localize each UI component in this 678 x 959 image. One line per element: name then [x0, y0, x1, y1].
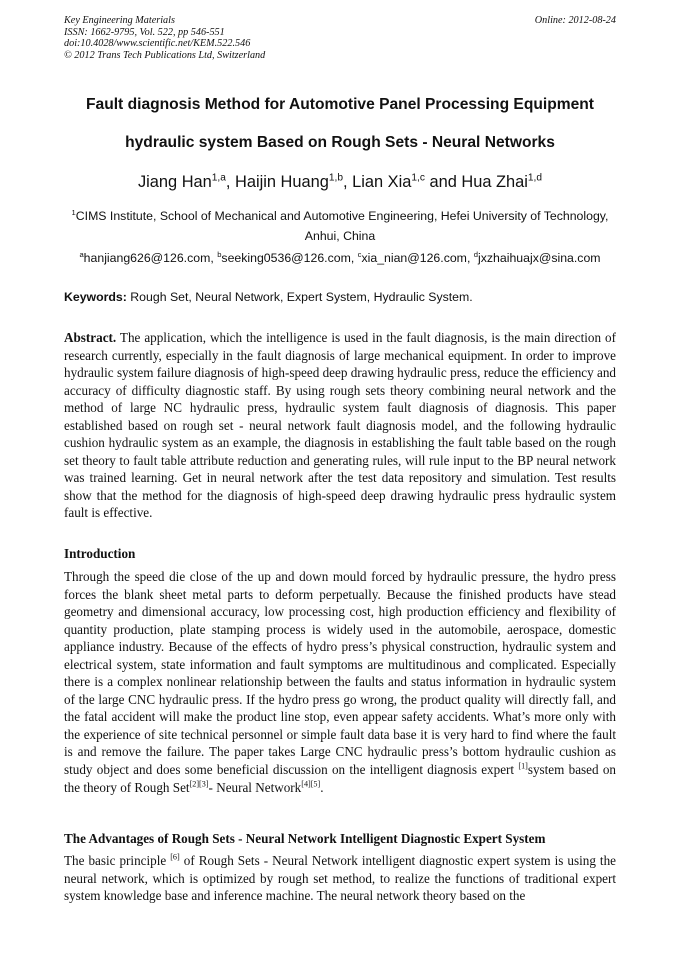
affiliation [60, 206, 620, 246]
intro-text: - Neural Network [208, 779, 302, 795]
author-name: Hua Zhai [461, 173, 528, 191]
citation-ref: [6] [170, 852, 180, 862]
advantages-heading: The Advantages of Rough Sets - Neural Network Intelligent Diagnostic Expert System [64, 831, 546, 846]
online-date: Online: 2012-08-24 [534, 15, 616, 26]
author-superscript: 1,b [328, 172, 343, 184]
email-address: seeking0536@126.com [221, 251, 351, 265]
author-name: Jiang Han [137, 173, 212, 191]
affiliation-superscript: 1 [71, 208, 76, 218]
intro-text: . [320, 779, 324, 795]
citation-ref: [4][5] [301, 779, 321, 789]
abstract [64, 329, 616, 522]
paper-title-line-2: hydraulic system Based on Rough Sets - Neural Networks [125, 134, 555, 151]
page-header [64, 15, 616, 61]
email-separator: , [210, 251, 218, 265]
author-separator: and [424, 173, 462, 191]
advantages-text: The basic principle [64, 853, 171, 868]
affiliation-text: CIMS Institute, School of Mechanical and Automotive Engineering, Hefei University of Technology, Anhui, China [75, 209, 609, 243]
email-separator: , [466, 251, 474, 265]
introduction-heading: Introduction [64, 546, 136, 561]
keywords-text: Rough Set, Neural Network, Expert System, Hydraulic System. [126, 290, 473, 304]
abstract-text: The application, which the intelligence is used in the fault diagnosis, is the main direction of research currently, especially in the fault diagnosis of large mechanical equipment. In order to improve hydraulic system failure diagnosis of high-speed deep drawing hydraulic press, reduce the efficiency and accuracy of difficulty diagnostic staff. By using rough sets theory combining neural network and the method of large NC hydraulic press, hydraulic system fault diagnosis of diagnosis. This paper established based on rough set - neural network fault diagnosis model, and the following hydraulic cushion hydraulic system as an example, the diagnosis in establishing the fault table based on the rough set theory to fault table attribute reduction and generating rules, will rule input to the BP neural network was trained learning. Get in neural network after the test data repository and simulation. Test results show that the method for the diagnosis of high-speed deep drawing hydraulic press hydraulic system fault is effective. [64, 330, 616, 521]
journal-name: Key Engineering Materials [64, 15, 175, 26]
email-superscript: b [217, 250, 222, 260]
email-separator: , [350, 251, 358, 265]
email-address: hanjiang626@126.com [83, 251, 211, 265]
email-superscript: d [473, 250, 479, 260]
keywords [64, 290, 616, 304]
author-superscript: 1,c [411, 172, 425, 184]
intro-text: system based on the theory of Rough Set [64, 762, 616, 795]
intro-text: Through the speed die close of the up and down mould forced by hydraulic pressure, the hydro press forces the blank sheet metal parts to deform perpetually. Because the finished products have stead geometry and dimensional accuracy, low processing cost, high production efficiency and flexibility of quantity production, plate stamping process is widely used in the automobile, aerospace, domestic appliance industry. Because of the effects of hydro press’s physical construction, hydraulic system and electrical system, state information and fault symptoms are multitudinous and complicated. Especially there is a complex nonlinear relationship between the faults and status information in hydraulic system of the large CNC hydraulic press. If the hydro press go wrong, the product quality will directly fall, and the fatal accident will make the product line stop, even appear safety accidents. What’s more only with the experience of site technical personnel or simple fault data base it is very hard to find where the fault is and remove the failure. The paper takes Large CNC hydraulic press’s bottom hydraulic cushion as study object and does some beneficial discussion on the intelligent diagnosis expert [64, 569, 616, 778]
author-separator: , [343, 173, 353, 191]
author-list [40, 173, 640, 192]
author-superscript: 1,a [211, 172, 226, 184]
paper-title-line-1: Fault diagnosis Method for Automotive Panel Processing Equipment [86, 96, 594, 113]
citation-ref: [2][3] [189, 779, 209, 789]
advantages-paragraph [64, 852, 616, 905]
author-separator: , [225, 173, 236, 191]
issn-line: ISSN: 1662-9795, Vol. 522, pp 546-551 [64, 26, 225, 38]
email-superscript: a [79, 250, 84, 260]
copyright-line: © 2012 Trans Tech Publications Ltd, Switzerland [64, 49, 266, 61]
email-address: jxzhaihuajx@sina.com [478, 251, 601, 265]
email-list [40, 251, 640, 265]
keywords-label: Keywords: [64, 290, 127, 304]
email-superscript: c [357, 250, 362, 260]
author-superscript: 1,d [527, 172, 543, 184]
doi-line: doi:10.4028/www.scientific.net/KEM.522.546 [64, 38, 251, 50]
citation-ref: [1] [518, 761, 528, 771]
advantages-text: of Rough Sets - Neural Network intelligent diagnostic expert system is using the neural network, which is optimized by rough set method, to realize the functions of traditional expert system knowledge base and inference machine. The neural network theory based on the [64, 853, 616, 904]
author-name: Lian Xia [352, 173, 412, 191]
abstract-label: Abstract. [64, 330, 117, 345]
author-name: Haijin Huang [235, 173, 329, 191]
email-address: xia_nian@126.com [361, 251, 467, 265]
introduction-paragraph [64, 568, 616, 796]
